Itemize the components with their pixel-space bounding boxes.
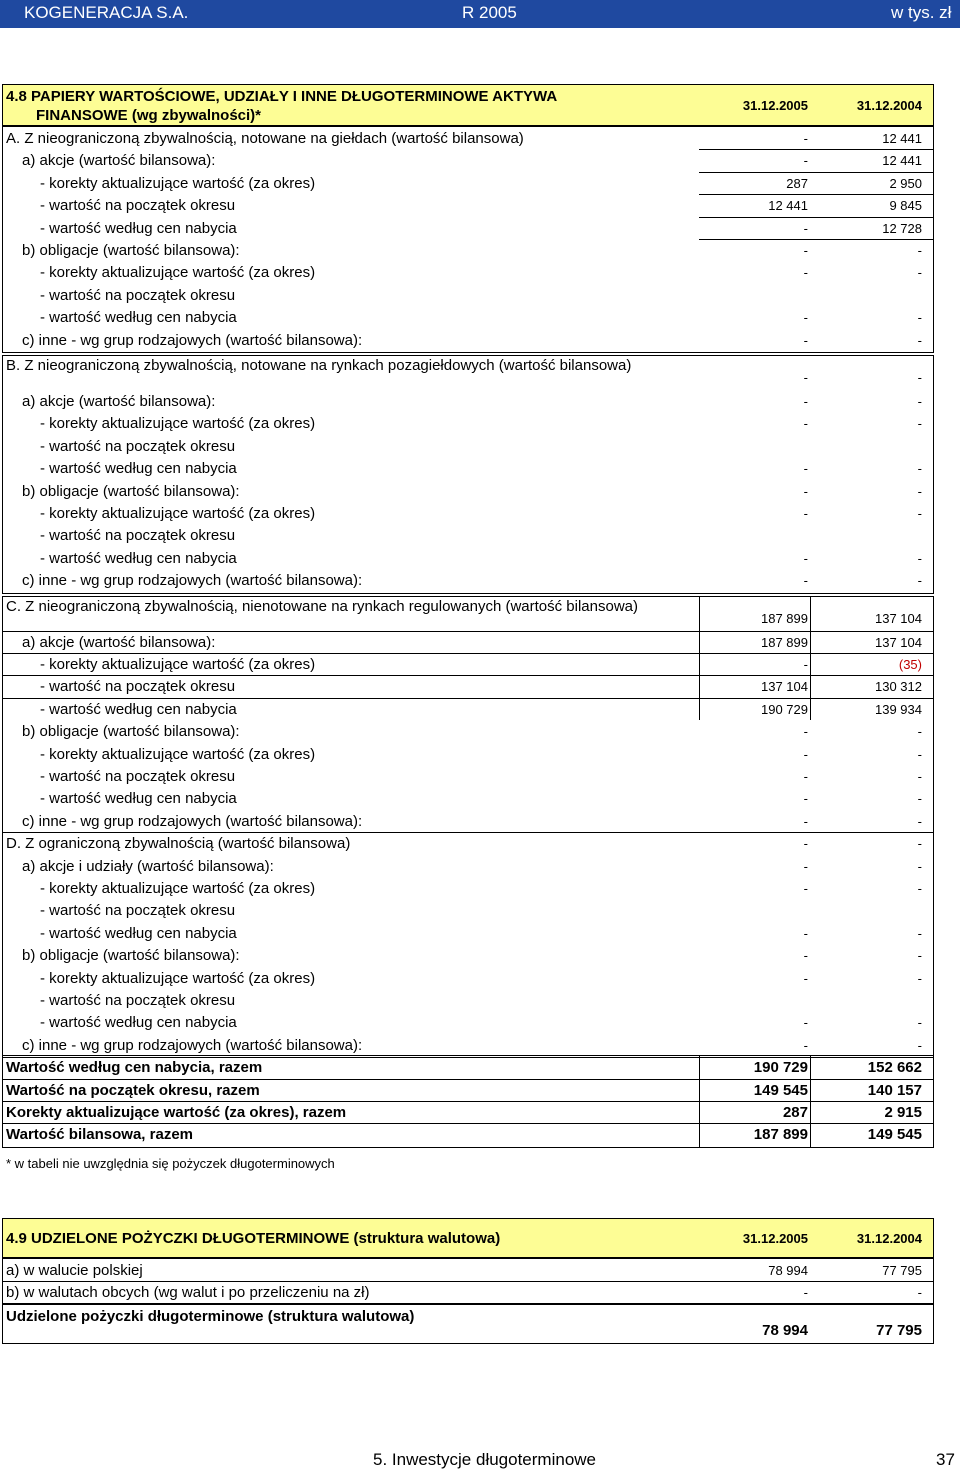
divider — [699, 239, 934, 240]
value-2005: - — [803, 858, 808, 874]
footer-section: 5. Inwestycje długoterminowe — [373, 1450, 597, 1469]
value-2005: - — [803, 550, 808, 566]
row-label: - wartość według cen nabycia — [40, 700, 237, 718]
row-label: - korekty aktualizujące wartość (za okres) — [40, 656, 316, 673]
row-label: - wartość na początek okresu — [40, 678, 236, 696]
row-label: - wartość według cen nabycia — [40, 790, 237, 808]
row-label: - korekty aktualizujące wartość (za okres) — [40, 969, 316, 987]
section-c-d-box — [2, 596, 934, 1059]
value-2004: - — [917, 370, 922, 385]
value-2005: - — [803, 573, 808, 589]
value-2004: 12 441 — [882, 153, 922, 169]
value-2004: - — [917, 461, 922, 477]
divider — [699, 1055, 700, 1148]
table-4-8-subtitle: FINANSOWE (wg zbywalności)* — [36, 107, 262, 124]
value-2005: - — [803, 925, 808, 941]
value-2005: - — [803, 1285, 808, 1300]
row-label: b) obligacje (wartość bilansowa): — [22, 482, 240, 500]
value-2004: 12 728 — [882, 220, 922, 236]
value-2005: 137 104 — [761, 679, 808, 695]
value-2004: - — [917, 970, 922, 986]
row-label: - wartość na początek okresu — [40, 992, 236, 1009]
value-2004: 139 934 — [875, 701, 922, 717]
row-label: - korekty aktualizujące wartość (za okres) — [40, 505, 316, 522]
row-label: b) obligacje (wartość bilansowa): — [22, 947, 240, 965]
value-2004: - — [917, 1285, 922, 1300]
row-label: - wartość na początek okresu — [40, 768, 236, 785]
value-2004: 2 950 — [889, 175, 922, 191]
value-2004: 140 157 — [867, 1081, 922, 1099]
section-b-box — [2, 355, 934, 594]
value-2005: - — [803, 220, 808, 236]
value-2004: - — [917, 1015, 922, 1031]
row-label: - wartość według cen nabycia — [40, 219, 237, 237]
value-2004: - — [917, 550, 922, 566]
report-name: R 2005 — [462, 3, 517, 22]
value-2004: - — [917, 836, 922, 852]
row-label: - wartość według cen nabycia — [40, 460, 237, 478]
value-2004: 77 795 — [876, 1322, 922, 1339]
row-label: - wartość na początek okresu — [40, 286, 236, 304]
row-label: D. Z ograniczoną zbywalnością (wartość bilansowa) — [6, 835, 351, 853]
value-2004: 137 104 — [875, 634, 922, 650]
value-2005: - — [803, 724, 808, 740]
row-label: b) w walutach obcych (wg walut i po przeliczeniu na zł) — [6, 1284, 370, 1301]
value-2005: - — [803, 769, 808, 784]
row-label: - korekty aktualizujące wartość (za okres) — [40, 415, 316, 433]
value-2005: - — [803, 332, 808, 348]
value-2005: - — [803, 506, 808, 521]
row-label: a) akcje (wartość bilansowa): — [22, 633, 216, 651]
value-2005: - — [803, 153, 808, 169]
row-label: - wartość według cen nabycia — [40, 1014, 237, 1032]
divider — [2, 1281, 934, 1282]
row-label: - wartość na początek okresu — [40, 527, 236, 545]
row-label: a) akcje i udziały (wartość bilansowa): — [22, 857, 274, 875]
value-2005: - — [803, 416, 808, 432]
divider — [699, 217, 934, 218]
divider — [810, 1055, 811, 1148]
value-2005: 149 545 — [753, 1081, 808, 1099]
row-label: b) obligacje (wartość bilansowa): — [22, 242, 240, 259]
value-2005: - — [803, 813, 808, 829]
unit-label: w tys. zł — [891, 3, 952, 22]
col-2004-header: 31.12.2004 — [856, 98, 922, 113]
table-4-8-title: 4.8 PAPIERY WARTOŚCIOWE, UDZIAŁY I INNE DŁUGOTERMINOWE AKTYWA — [6, 88, 558, 105]
divider — [699, 194, 934, 195]
value-2005: - — [803, 657, 808, 672]
value-2004: - — [917, 813, 922, 829]
value-2004: - — [917, 394, 922, 409]
value-2005: - — [803, 881, 808, 896]
value-2004: - — [917, 483, 922, 499]
divider — [2, 698, 934, 699]
divider — [2, 1079, 934, 1080]
divider — [810, 596, 811, 721]
row-label: b) obligacje (wartość bilansowa): — [22, 723, 240, 741]
value-2004: - — [917, 265, 922, 281]
value-2005: 287 — [782, 1104, 808, 1121]
divider — [2, 675, 934, 676]
value-2004: 2 915 — [884, 1104, 922, 1121]
value-2005: - — [803, 836, 808, 852]
divider — [2, 653, 934, 654]
value-2005: 78 994 — [768, 1263, 808, 1278]
footer-page-number: 37 — [936, 1450, 955, 1469]
value-2004: 149 545 — [867, 1126, 922, 1144]
row-label: - wartość według cen nabycia — [40, 924, 237, 942]
value-2004: - — [917, 243, 922, 258]
value-2004: - — [917, 1037, 922, 1053]
total-box — [2, 1304, 934, 1344]
row-label: c) inne - wg grup rodzajowych (wartość bilansowa): — [22, 1036, 363, 1054]
value-2005: - — [803, 970, 808, 986]
value-2005: - — [803, 483, 808, 499]
value-2004: - — [917, 416, 922, 432]
row-label: B. Z nieograniczoną zbywalnością, notowane na rynkach pozagiełdowych (wartość bilansowa) — [6, 357, 632, 374]
row-label: - korekty aktualizujące wartość (za okres) — [40, 264, 316, 282]
divider — [2, 1101, 934, 1102]
table-4-8-note: * w tabeli nie uwzględnia się pożyczek długoterminowych — [6, 1156, 335, 1171]
value-2005: - — [803, 243, 808, 258]
value-2005: 190 729 — [761, 701, 808, 717]
t49-col-2005-header: 31.12.2005 — [742, 1231, 808, 1246]
value-2004: - — [917, 573, 922, 589]
value-2005: 12 441 — [768, 198, 808, 214]
value-2005: - — [803, 791, 808, 807]
row-label: - wartość według cen nabycia — [40, 309, 237, 327]
row-label: C. Z nieograniczoną zbywalnością, nienotowane na rynkach regulowanych (wartość bilansowa) — [6, 597, 638, 615]
value-2004: - — [917, 332, 922, 348]
company-name: KOGENERACJA S.A. — [24, 3, 189, 22]
value-2004: - — [917, 746, 922, 762]
row-label: c) inne - wg grup rodzajowych (wartość bilansowa): — [22, 572, 363, 590]
divider — [699, 149, 934, 150]
row-label: a) akcje (wartość bilansowa): — [22, 393, 216, 410]
divider — [2, 832, 934, 833]
divider — [699, 596, 700, 721]
value-2004: - — [917, 791, 922, 807]
row-label: - wartość według cen nabycia — [40, 549, 237, 567]
divider — [699, 172, 934, 173]
value-2005: - — [803, 1015, 808, 1031]
value-2005: - — [803, 265, 808, 281]
row-label: c) inne - wg grup rodzajowych (wartość bilansowa): — [22, 331, 363, 349]
value-2004: 77 795 — [882, 1263, 922, 1278]
row-label: Wartość bilansowa, razem — [6, 1126, 194, 1144]
value-2005: - — [803, 461, 808, 477]
divider — [2, 631, 934, 632]
t49-col-2004-header: 31.12.2004 — [856, 1231, 922, 1246]
row-label: a) w walucie polskiej — [6, 1262, 143, 1279]
row-label: Wartość według cen nabycia, razem — [6, 1059, 263, 1077]
value-2005: 287 — [786, 175, 808, 191]
value-2004: - — [917, 769, 922, 784]
value-2005: 187 899 — [761, 634, 808, 650]
value-2005: - — [803, 746, 808, 762]
value-2004: - — [917, 724, 922, 740]
value-2005: 190 729 — [753, 1059, 808, 1077]
col-2005-header: 31.12.2005 — [742, 98, 808, 113]
value-2004: 9 845 — [889, 198, 922, 214]
table-4-9-title: 4.9 UDZIELONE POŻYCZKI DŁUGOTERMINOWE (struktura walutowa) — [6, 1230, 501, 1247]
value-2004: - — [917, 925, 922, 941]
row-label: Wartość na początek okresu, razem — [6, 1081, 260, 1099]
row-label: c) inne - wg grup rodzajowych (wartość bilansowa): — [22, 812, 363, 830]
value-2005: 78 994 — [762, 1322, 808, 1339]
value-2005: - — [803, 310, 808, 326]
value-2005: - — [803, 948, 808, 964]
row-label: - korekty aktualizujące wartość (za okres) — [40, 174, 316, 192]
row-label: - wartość na początek okresu — [40, 902, 236, 920]
value-2005: - — [803, 394, 808, 409]
value-2004: 137 104 — [875, 610, 922, 626]
row-label: - korekty aktualizujące wartość (za okres) — [40, 880, 316, 897]
value-2004: - — [917, 948, 922, 964]
value-2005: 187 899 — [753, 1126, 808, 1144]
value-2005: - — [803, 131, 808, 146]
row-label: - wartość na początek okresu — [40, 197, 236, 215]
value-2005: - — [803, 370, 808, 385]
value-2004: 130 312 — [875, 679, 922, 695]
row-label: Korekty aktualizujące wartość (za okres), razem — [6, 1104, 347, 1121]
value-2004: 12 441 — [882, 131, 922, 146]
row-label: Udzielone pożyczki długoterminowe (struktura walutowa) — [6, 1308, 415, 1325]
row-label: - korekty aktualizujące wartość (za okres) — [40, 745, 316, 763]
row-label: - wartość na początek okresu — [40, 437, 236, 455]
value-2004: - — [917, 310, 922, 326]
value-2004: - — [917, 858, 922, 874]
value-2004: 152 662 — [867, 1059, 922, 1077]
value-2005: - — [803, 1037, 808, 1053]
value-2004: - — [917, 881, 922, 896]
divider — [2, 1123, 934, 1124]
value-2004: (35) — [898, 657, 922, 672]
row-label: A. Z nieograniczoną zbywalnością, notowane na giełdach (wartość bilansowa) — [6, 130, 524, 147]
row-label: a) akcje (wartość bilansowa): — [22, 152, 216, 170]
value-2005: 187 899 — [761, 610, 808, 626]
value-2004: - — [917, 506, 922, 521]
page-header — [0, 0, 960, 28]
